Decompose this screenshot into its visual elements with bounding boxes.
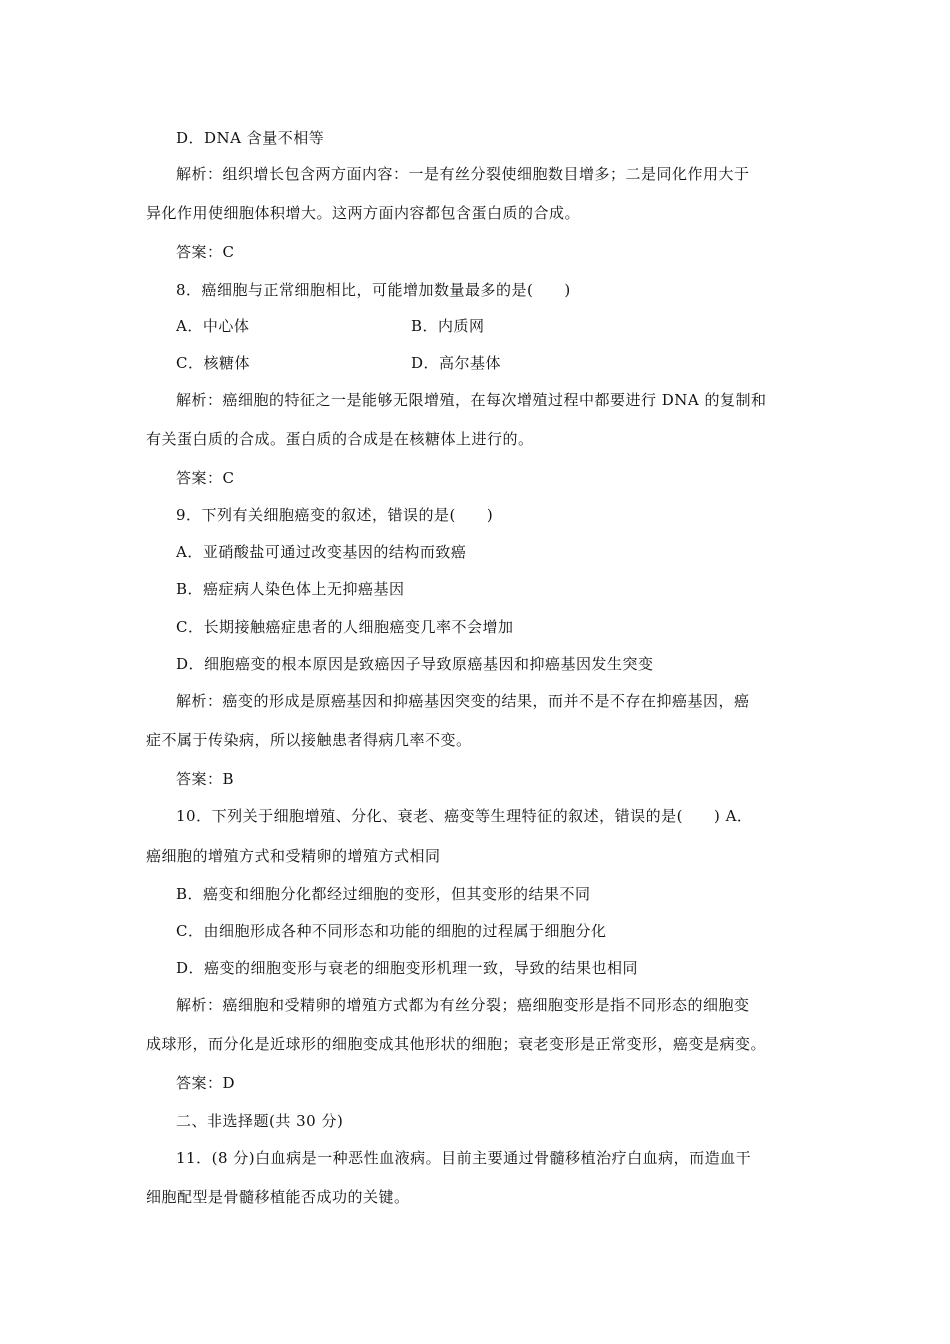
q10-option-a: 癌细胞的增殖方式和受精卵的增殖方式相同 xyxy=(146,847,441,865)
q7-explanation: 解析：组织增长包含两方面内容：一是有丝分裂使细胞数目增多；二是同化作用大于 xyxy=(176,165,750,183)
q8-option-c: C．核糖体 xyxy=(176,354,250,372)
q7-answer: 答案：C xyxy=(176,243,235,261)
q8-option-a: A．中心体 xyxy=(176,317,250,335)
q9-option-c: C．长期接触癌症患者的人细胞癌变几率不会增加 xyxy=(176,618,514,636)
q9-answer: 答案：B xyxy=(176,770,235,788)
q10-option-c: C．由细胞形成各种不同形态和功能的细胞的过程属于细胞分化 xyxy=(176,922,607,940)
q8-answer: 答案：C xyxy=(176,469,235,487)
q8-option-b: B．内质网 xyxy=(411,317,485,335)
q10-option-b: B．癌变和细胞分化都经过细胞的变形，但其变形的结果不同 xyxy=(176,885,591,903)
q9-option-b: B．癌症病人染色体上无抑癌基因 xyxy=(176,580,405,598)
q8-explanation-cont: 有关蛋白质的合成。蛋白质的合成是在核糖体上进行的。 xyxy=(146,430,534,448)
q8-explanation: 解析：癌细胞的特征之一是能够无限增殖，在每次增殖过程中都要进行 DNA 的复制和 xyxy=(176,391,767,409)
q8-option-d: D．高尔基体 xyxy=(411,354,502,372)
q9-option-a: A．亚硝酸盐可通过改变基因的结构而致癌 xyxy=(176,543,467,561)
q9-explanation-cont: 症不属于传染病，所以接触患者得病几率不变。 xyxy=(146,731,472,749)
q10-explanation-cont: 成球形，而分化是近球形的细胞变成其他形状的细胞；衰老变形是正常变形，癌变是病变。 xyxy=(146,1035,767,1053)
q11-stem: 11．(8 分)白血病是一种恶性血液病。目前主要通过骨髓移植治疗白血病，而造血干 xyxy=(176,1149,752,1167)
q10-answer: 答案：D xyxy=(176,1074,236,1092)
q11-stem-cont: 细胞配型是骨髓移植能否成功的关键。 xyxy=(146,1188,410,1206)
q10-option-d: D．癌变的细胞变形与衰老的细胞变形机理一致，导致的结果也相同 xyxy=(176,959,639,977)
q9-stem: 9．下列有关细胞癌变的叙述，错误的是( ) xyxy=(176,506,494,524)
q10-stem: 10．下列关于细胞增殖、分化、衰老、癌变等生理特征的叙述，错误的是( ) A． xyxy=(176,807,753,825)
q7-option-d: D．DNA 含量不相等 xyxy=(176,129,325,147)
q9-option-d: D．细胞癌变的根本原因是致癌因子导致原癌基因和抑癌基因发生突变 xyxy=(176,655,654,673)
q8-stem: 8．癌细胞与正常细胞相比，可能增加数量最多的是( ) xyxy=(176,281,571,299)
q9-explanation: 解析：癌变的形成是原癌基因和抑癌基因突变的结果，而并不是不存在抑癌基因，癌 xyxy=(176,692,750,710)
q7-explanation-cont: 异化作用使细胞体积增大。这两方面内容都包含蛋白质的合成。 xyxy=(146,204,581,222)
section-heading: 二、非选择题(共 30 分) xyxy=(176,1112,344,1130)
q10-explanation: 解析：癌细胞和受精卵的增殖方式都为有丝分裂；癌细胞变形是指不同形态的细胞变 xyxy=(176,996,750,1014)
